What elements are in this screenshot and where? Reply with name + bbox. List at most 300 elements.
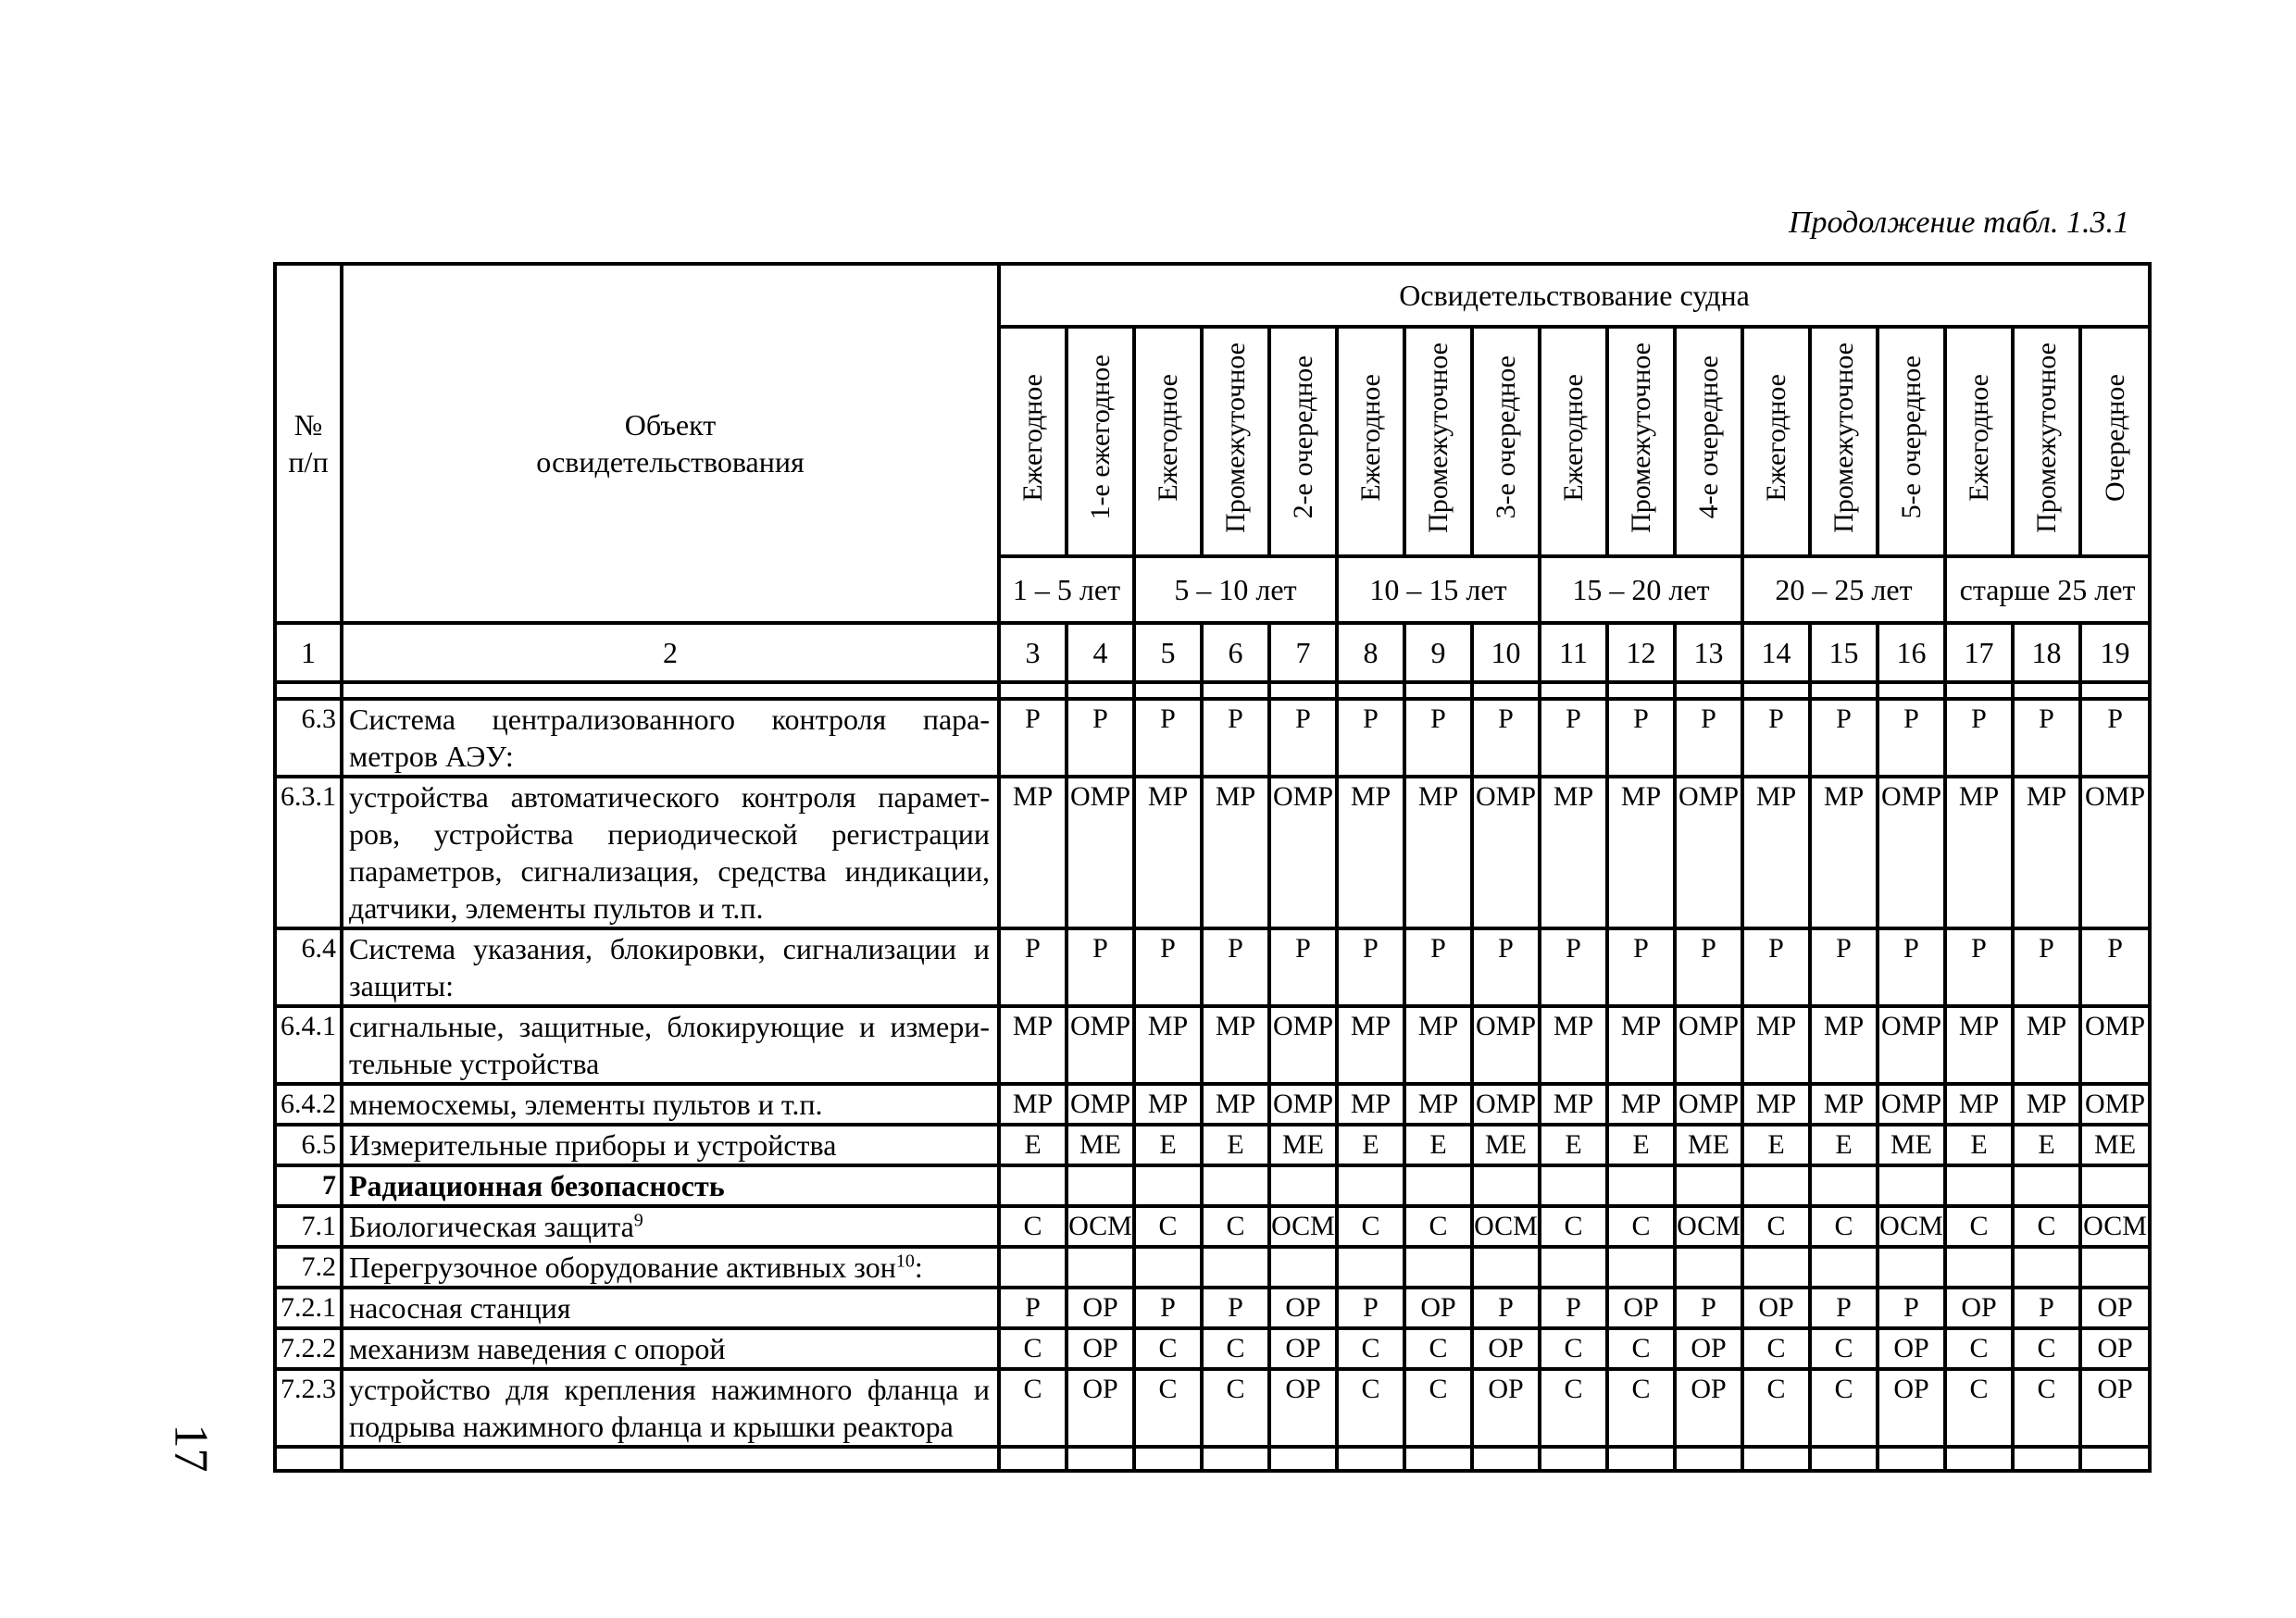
- survey-requirement-cell: Р: [1337, 1288, 1404, 1328]
- survey-requirement-cell: ОМР: [1067, 777, 1134, 928]
- object-text-line: устройство для крепления нажимного фланца и: [349, 1373, 990, 1406]
- survey-requirement-cell: МР: [1404, 1006, 1472, 1084]
- survey-requirement-cell: Р: [999, 928, 1067, 1006]
- survey-requirement-cell: Р: [1472, 928, 1540, 1006]
- survey-requirement-cell: ОР: [1472, 1369, 1540, 1447]
- row-number: 7.1: [275, 1206, 342, 1247]
- survey-requirement-cell: ОМР: [1269, 1006, 1337, 1084]
- survey-type-label: Промежуточное: [2030, 342, 2062, 533]
- survey-requirement-cell: Е: [1337, 1125, 1404, 1165]
- survey-requirement-cell: ОР: [1269, 1288, 1337, 1328]
- page-number: 17: [164, 1424, 218, 1473]
- survey-requirement-cell: МР: [1742, 1006, 1810, 1084]
- survey-requirement-cell: Р: [1945, 928, 2013, 1006]
- survey-requirement-cell: ОР: [1878, 1328, 1945, 1369]
- survey-requirement-cell: МР: [1810, 1084, 1878, 1125]
- column-number: 19: [2080, 623, 2150, 682]
- survey-requirement-cell: С: [1337, 1328, 1404, 1369]
- survey-requirement-cell: ОМР: [1067, 1084, 1134, 1125]
- table-caption: Продолжение табл. 1.3.1: [1788, 205, 2129, 240]
- row-object: [342, 1247, 999, 1288]
- survey-type-header: [1067, 327, 1134, 556]
- age-period-header: старше 25 лет: [1945, 556, 2150, 623]
- row-number: 6.4.2: [275, 1084, 342, 1125]
- survey-requirement-cell: ОМР: [1269, 777, 1337, 928]
- row-number: 7: [275, 1165, 342, 1206]
- survey-requirement-cell: Р: [2013, 928, 2080, 1006]
- survey-requirement-cell: Р: [1202, 1288, 1269, 1328]
- column-number: 11: [1540, 623, 1607, 682]
- column-number: 2: [342, 623, 999, 682]
- survey-requirement-cell: Р: [1540, 1288, 1607, 1328]
- survey-type-label: Ежегодное: [1963, 373, 1994, 502]
- row-object: [342, 928, 999, 1006]
- survey-requirement-cell: [1607, 1165, 1675, 1206]
- survey-requirement-cell: Р: [999, 699, 1067, 777]
- survey-requirement-cell: МР: [1607, 1006, 1675, 1084]
- survey-requirement-cell: МР: [1337, 1006, 1404, 1084]
- survey-requirement-cell: Р: [1675, 1288, 1742, 1328]
- survey-requirement-cell: ОР: [1878, 1369, 1945, 1447]
- survey-requirement-cell: ОМР: [1472, 1006, 1540, 1084]
- table-row: [275, 1288, 2150, 1328]
- survey-requirement-cell: ОР: [1945, 1288, 2013, 1328]
- survey-requirement-cell: МР: [1337, 1084, 1404, 1125]
- row-number: 6.3: [275, 699, 342, 777]
- survey-requirement-cell: ОР: [1472, 1328, 1540, 1369]
- survey-requirement-cell: С: [1540, 1206, 1607, 1247]
- survey-requirement-cell: Р: [1878, 1288, 1945, 1328]
- survey-requirement-cell: Р: [1810, 1288, 1878, 1328]
- table-row: [275, 1165, 2150, 1206]
- survey-requirement-cell: [1134, 1165, 1202, 1206]
- survey-requirement-cell: Е: [1404, 1125, 1472, 1165]
- object-text-line: подрыва нажимного фланца и крышки реактора: [349, 1410, 954, 1443]
- row-object: [342, 1328, 999, 1369]
- survey-requirement-cell: Р: [1742, 699, 1810, 777]
- survey-requirement-cell: [1810, 1247, 1878, 1288]
- survey-requirement-cell: Е: [2013, 1125, 2080, 1165]
- survey-requirement-cell: Р: [1810, 699, 1878, 777]
- footnote-mark: 10: [895, 1251, 915, 1272]
- survey-type-header: [1202, 327, 1269, 556]
- survey-requirement-cell: Р: [1878, 699, 1945, 777]
- object-text-line: тельные устройства: [349, 1047, 600, 1080]
- survey-requirement-cell: МР: [1810, 777, 1878, 928]
- row-object: [342, 1165, 999, 1206]
- survey-requirement-cell: С: [1607, 1328, 1675, 1369]
- survey-requirement-cell: С: [1202, 1328, 1269, 1369]
- survey-type-label: Ежегодное: [1017, 373, 1048, 502]
- survey-requirement-cell: [1878, 1165, 1945, 1206]
- survey-requirement-cell: [999, 1165, 1067, 1206]
- survey-requirement-cell: МР: [2013, 777, 2080, 928]
- survey-type-header: [1269, 327, 1337, 556]
- survey-requirement-cell: [1404, 1247, 1472, 1288]
- survey-requirement-cell: [1540, 1165, 1607, 1206]
- age-period-header: 10 – 15 лет: [1337, 556, 1540, 623]
- survey-requirement-cell: [1202, 1247, 1269, 1288]
- survey-requirement-cell: ОМР: [2080, 1084, 2150, 1125]
- survey-requirement-cell: С: [1134, 1206, 1202, 1247]
- survey-requirement-cell: С: [1742, 1206, 1810, 1247]
- survey-requirement-cell: Р: [1945, 699, 2013, 777]
- survey-requirement-cell: С: [1134, 1369, 1202, 1447]
- survey-requirement-cell: ОСМ: [1675, 1206, 1742, 1247]
- survey-requirement-cell: С: [999, 1328, 1067, 1369]
- survey-type-header: [1540, 327, 1607, 556]
- survey-type-label: Ежегодное: [1152, 373, 1183, 502]
- survey-requirement-cell: ОР: [1067, 1328, 1134, 1369]
- survey-requirement-cell: МР: [1202, 1084, 1269, 1125]
- survey-requirement-cell: С: [1945, 1328, 2013, 1369]
- column-number: 13: [1675, 623, 1742, 682]
- object-text-line: насосная станция: [349, 1291, 571, 1325]
- row-number: 6.5: [275, 1125, 342, 1165]
- survey-requirement-cell: [1067, 1247, 1134, 1288]
- row-object: [342, 699, 999, 777]
- table-row: [275, 928, 2150, 1006]
- survey-requirement-cell: Р: [2013, 699, 2080, 777]
- survey-requirement-cell: Р: [1675, 699, 1742, 777]
- survey-requirement-cell: Р: [1134, 1288, 1202, 1328]
- survey-requirement-cell: ОМР: [1878, 1006, 1945, 1084]
- survey-requirement-cell: МЕ: [1067, 1125, 1134, 1165]
- survey-type-header: [1337, 327, 1404, 556]
- survey-requirement-cell: Р: [2080, 699, 2150, 777]
- age-period-header: 1 – 5 лет: [999, 556, 1134, 623]
- survey-requirement-cell: [999, 1247, 1067, 1288]
- survey-requirement-cell: Р: [1472, 699, 1540, 777]
- table-row: [275, 1369, 2150, 1447]
- survey-requirement-cell: ОСМ: [1067, 1206, 1134, 1247]
- survey-type-header: [2013, 327, 2080, 556]
- column-number: 9: [1404, 623, 1472, 682]
- survey-requirement-cell: С: [1945, 1369, 2013, 1447]
- table-row: [275, 1125, 2150, 1165]
- survey-requirement-cell: [1675, 1165, 1742, 1206]
- survey-requirement-cell: С: [1134, 1328, 1202, 1369]
- survey-requirement-cell: МР: [1742, 1084, 1810, 1125]
- object-text-line: Биологическая защита$^9$: [349, 1210, 643, 1243]
- column-number: 6: [1202, 623, 1269, 682]
- column-number: 17: [1945, 623, 2013, 682]
- survey-requirement-cell: [1134, 1247, 1202, 1288]
- survey-requirement-cell: МР: [1742, 777, 1810, 928]
- object-column-header: Объект освидетельствования: [342, 264, 999, 623]
- survey-requirement-cell: ОМР: [1472, 777, 1540, 928]
- survey-requirement-cell: С: [1810, 1328, 1878, 1369]
- survey-requirement-cell: ОР: [1404, 1288, 1472, 1328]
- survey-type-label: Промежуточное: [1219, 342, 1251, 533]
- column-number: 12: [1607, 623, 1675, 682]
- age-period-header: 5 – 10 лет: [1134, 556, 1337, 623]
- survey-requirement-cell: [1742, 1247, 1810, 1288]
- object-text-line: сигнальные, защитные, блокирующие и измери-: [349, 1010, 990, 1043]
- survey-requirement-cell: Р: [1067, 699, 1134, 777]
- object-text-line: Радиационная безопасность: [349, 1169, 725, 1202]
- survey-requirement-cell: ОМР: [2080, 777, 2150, 928]
- survey-requirement-cell: МР: [1607, 777, 1675, 928]
- survey-requirement-cell: [2080, 1247, 2150, 1288]
- survey-requirement-cell: МР: [1404, 777, 1472, 928]
- table-row: [275, 1084, 2150, 1125]
- survey-type-label: Промежуточное: [1625, 342, 1656, 533]
- survey-requirement-cell: ОР: [1675, 1328, 1742, 1369]
- survey-requirement-cell: С: [1404, 1328, 1472, 1369]
- survey-requirement-cell: Е: [1540, 1125, 1607, 1165]
- survey-requirement-cell: МР: [1945, 777, 2013, 928]
- survey-requirement-cell: Р: [1337, 928, 1404, 1006]
- survey-requirement-cell: С: [1810, 1206, 1878, 1247]
- survey-requirement-cell: С: [1540, 1328, 1607, 1369]
- row-object: [342, 777, 999, 928]
- column-number: 16: [1878, 623, 1945, 682]
- object-text-line: ров, устройства периодической регистрации: [349, 817, 990, 851]
- survey-requirement-cell: [1202, 1165, 1269, 1206]
- survey-type-label: Промежуточное: [1828, 342, 1859, 533]
- survey-requirement-cell: Р: [1404, 928, 1472, 1006]
- object-text-line: метров АЭУ:: [349, 740, 514, 773]
- survey-type-header: [1675, 327, 1742, 556]
- object-text-line: устройства автоматического контроля парамет-: [349, 780, 990, 814]
- survey-requirement-cell: ОР: [2080, 1328, 2150, 1369]
- survey-type-header: [1742, 327, 1810, 556]
- survey-requirement-cell: ОР: [1067, 1288, 1134, 1328]
- survey-requirement-cell: Р: [1607, 928, 1675, 1006]
- survey-requirement-cell: [2080, 1165, 2150, 1206]
- row-number: 7.2.2: [275, 1328, 342, 1369]
- survey-requirement-cell: С: [1404, 1369, 1472, 1447]
- survey-requirement-cell: ОСМ: [1269, 1206, 1337, 1247]
- survey-requirement-cell: Р: [1742, 928, 1810, 1006]
- age-period-header: 20 – 25 лет: [1742, 556, 1945, 623]
- survey-type-label: Промежуточное: [1422, 342, 1454, 533]
- column-number: 8: [1337, 623, 1404, 682]
- survey-requirement-cell: Р: [1404, 699, 1472, 777]
- survey-requirement-cell: ОР: [1269, 1328, 1337, 1369]
- survey-type-header: [1878, 327, 1945, 556]
- survey-requirement-cell: ОМР: [1675, 1084, 1742, 1125]
- object-text-line: Измерительные приборы и устройства: [349, 1128, 837, 1162]
- survey-requirement-cell: Е: [1742, 1125, 1810, 1165]
- object-text-line: мнемосхемы, элементы пультов и т.п.: [349, 1088, 823, 1121]
- survey-requirement-cell: МР: [1810, 1006, 1878, 1084]
- survey-type-label: 3-е очередное: [1490, 355, 1521, 519]
- survey-requirement-cell: МР: [999, 1084, 1067, 1125]
- survey-requirement-cell: Р: [1134, 699, 1202, 777]
- column-number: 10: [1472, 623, 1540, 682]
- age-period-header: 15 – 20 лет: [1540, 556, 1742, 623]
- survey-requirement-cell: ОМР: [1675, 1006, 1742, 1084]
- row-number: 6.4.1: [275, 1006, 342, 1084]
- object-text-line: датчики, элементы пультов и т.п.: [349, 891, 764, 925]
- survey-requirement-cell: Р: [1472, 1288, 1540, 1328]
- survey-requirement-cell: ОР: [1269, 1369, 1337, 1447]
- survey-requirement-cell: МЕ: [2080, 1125, 2150, 1165]
- table-row: [275, 1206, 2150, 1247]
- survey-requirement-cell: МР: [1404, 1084, 1472, 1125]
- survey-requirement-cell: ОР: [1607, 1288, 1675, 1328]
- object-text-line: Система указания, блокировки, сигнализации и: [349, 932, 990, 965]
- survey-type-header: [999, 327, 1067, 556]
- survey-requirement-cell: Е: [1945, 1125, 2013, 1165]
- survey-requirement-cell: Р: [1269, 699, 1337, 777]
- survey-requirement-cell: Р: [999, 1288, 1067, 1328]
- row-number: 6.3.1: [275, 777, 342, 928]
- survey-type-header: [1945, 327, 2013, 556]
- survey-requirement-cell: ОР: [2080, 1369, 2150, 1447]
- survey-requirement-cell: Е: [1134, 1125, 1202, 1165]
- survey-requirement-cell: [1269, 1165, 1337, 1206]
- survey-requirement-cell: ОР: [1742, 1288, 1810, 1328]
- survey-requirement-cell: Е: [1810, 1125, 1878, 1165]
- survey-requirement-cell: ОМР: [1269, 1084, 1337, 1125]
- column-number: 4: [1067, 623, 1134, 682]
- survey-requirement-cell: Р: [2080, 928, 2150, 1006]
- survey-requirement-cell: ОР: [1675, 1369, 1742, 1447]
- survey-requirement-cell: ОМР: [2080, 1006, 2150, 1084]
- column-numbers-row: [275, 623, 2150, 682]
- survey-type-label: 4-е очередное: [1692, 355, 1724, 519]
- survey-requirement-cell: МР: [2013, 1006, 2080, 1084]
- survey-requirement-cell: [1675, 1247, 1742, 1288]
- survey-requirement-cell: С: [1742, 1328, 1810, 1369]
- row-number: 7.2.1: [275, 1288, 342, 1328]
- survey-requirement-cell: МР: [999, 1006, 1067, 1084]
- survey-requirement-cell: [1742, 1165, 1810, 1206]
- footnote-mark: 9: [633, 1210, 643, 1231]
- survey-type-label: 1-е ежегодное: [1084, 355, 1116, 520]
- survey-requirement-cell: [1472, 1165, 1540, 1206]
- survey-requirement-cell: С: [1404, 1206, 1472, 1247]
- survey-requirement-cell: [1472, 1247, 1540, 1288]
- survey-requirement-cell: ОМР: [1472, 1084, 1540, 1125]
- table-row: [275, 777, 2150, 928]
- survey-type-header: [1810, 327, 1878, 556]
- survey-requirement-cell: МР: [1134, 1084, 1202, 1125]
- survey-requirement-cell: ОМР: [1675, 777, 1742, 928]
- survey-type-header: [1404, 327, 1472, 556]
- row-object: [342, 1084, 999, 1125]
- survey-table: [273, 262, 2152, 1473]
- survey-requirement-cell: С: [1945, 1206, 2013, 1247]
- survey-requirement-cell: Р: [1269, 928, 1337, 1006]
- row-object: [342, 1006, 999, 1084]
- survey-requirement-cell: ОМР: [1878, 777, 1945, 928]
- survey-type-label: Ежегодное: [1354, 373, 1386, 502]
- survey-type-label: Ежегодное: [1557, 373, 1589, 502]
- survey-requirement-cell: Р: [1202, 928, 1269, 1006]
- survey-requirement-cell: МР: [1945, 1084, 2013, 1125]
- survey-requirement-cell: С: [1810, 1369, 1878, 1447]
- object-text-line: параметров, сигнализация, средства индикации,: [349, 854, 990, 888]
- object-text-line: Система централизованного контроля пара-: [349, 703, 990, 736]
- survey-requirement-cell: Р: [1810, 928, 1878, 1006]
- survey-requirement-cell: МР: [1540, 1006, 1607, 1084]
- survey-requirement-cell: МР: [2013, 1084, 2080, 1125]
- survey-requirement-cell: Р: [1675, 928, 1742, 1006]
- survey-type-header: [1134, 327, 1202, 556]
- column-number: 15: [1810, 623, 1878, 682]
- survey-type-header: [2080, 327, 2150, 556]
- survey-requirement-cell: С: [1540, 1369, 1607, 1447]
- survey-requirement-cell: Е: [1202, 1125, 1269, 1165]
- survey-requirement-cell: С: [1337, 1206, 1404, 1247]
- survey-requirement-cell: МР: [1337, 777, 1404, 928]
- survey-requirement-cell: [1945, 1165, 2013, 1206]
- survey-requirement-cell: С: [1607, 1206, 1675, 1247]
- survey-requirement-cell: МР: [1202, 777, 1269, 928]
- survey-type-label: Очередное: [2099, 373, 2130, 502]
- table-row: [275, 699, 2150, 777]
- survey-requirement-cell: Е: [999, 1125, 1067, 1165]
- survey-requirement-cell: МР: [1540, 777, 1607, 928]
- survey-requirement-cell: С: [2013, 1206, 2080, 1247]
- survey-type-header: [1472, 327, 1540, 556]
- column-number: 18: [2013, 623, 2080, 682]
- survey-requirement-cell: [1607, 1247, 1675, 1288]
- survey-requirement-cell: [1810, 1165, 1878, 1206]
- survey-requirement-cell: [1337, 1165, 1404, 1206]
- survey-type-header: [1607, 327, 1675, 556]
- object-text-line: Перегрузочное оборудование активных зон$^{10}$:: [349, 1251, 923, 1284]
- survey-requirement-cell: МР: [1134, 777, 1202, 928]
- survey-requirement-cell: С: [1202, 1206, 1269, 1247]
- survey-requirement-cell: [1404, 1165, 1472, 1206]
- survey-requirement-cell: [1337, 1247, 1404, 1288]
- survey-requirement-cell: МР: [999, 777, 1067, 928]
- survey-requirement-cell: Р: [1607, 699, 1675, 777]
- survey-requirement-cell: ОМР: [1878, 1084, 1945, 1125]
- row-object: [342, 1125, 999, 1165]
- survey-requirement-cell: МР: [1202, 1006, 1269, 1084]
- survey-requirement-cell: [1269, 1247, 1337, 1288]
- column-number: 14: [1742, 623, 1810, 682]
- row-number: 7.2: [275, 1247, 342, 1288]
- survey-type-label: 5-е очередное: [1895, 355, 1927, 519]
- survey-requirement-cell: Р: [1540, 699, 1607, 777]
- survey-type-label: 2-е очередное: [1287, 355, 1318, 519]
- survey-requirement-cell: Р: [1540, 928, 1607, 1006]
- table-row: [275, 1006, 2150, 1084]
- survey-requirement-cell: ОМР: [1067, 1006, 1134, 1084]
- survey-requirement-cell: МР: [1607, 1084, 1675, 1125]
- object-text-line: механизм наведения с опорой: [349, 1332, 726, 1365]
- survey-requirement-cell: МР: [1134, 1006, 1202, 1084]
- survey-requirement-cell: Р: [1878, 928, 1945, 1006]
- survey-requirement-cell: МЕ: [1675, 1125, 1742, 1165]
- row-object: [342, 1206, 999, 1247]
- survey-requirement-cell: Е: [1607, 1125, 1675, 1165]
- survey-requirement-cell: [1067, 1165, 1134, 1206]
- survey-requirement-cell: ОСМ: [1472, 1206, 1540, 1247]
- row-object: [342, 1369, 999, 1447]
- table-row: [275, 1328, 2150, 1369]
- survey-requirement-cell: С: [1202, 1369, 1269, 1447]
- num-column-header: № п/п: [275, 264, 342, 623]
- survey-requirement-cell: [2013, 1165, 2080, 1206]
- row-number: 6.4: [275, 928, 342, 1006]
- survey-requirement-cell: [1878, 1247, 1945, 1288]
- survey-requirement-cell: [2013, 1247, 2080, 1288]
- survey-requirement-cell: МЕ: [1878, 1125, 1945, 1165]
- survey-requirement-cell: С: [1337, 1369, 1404, 1447]
- column-number: 7: [1269, 623, 1337, 682]
- survey-requirement-cell: [1945, 1247, 2013, 1288]
- survey-requirement-cell: МР: [1945, 1006, 2013, 1084]
- row-number: 7.2.3: [275, 1369, 342, 1447]
